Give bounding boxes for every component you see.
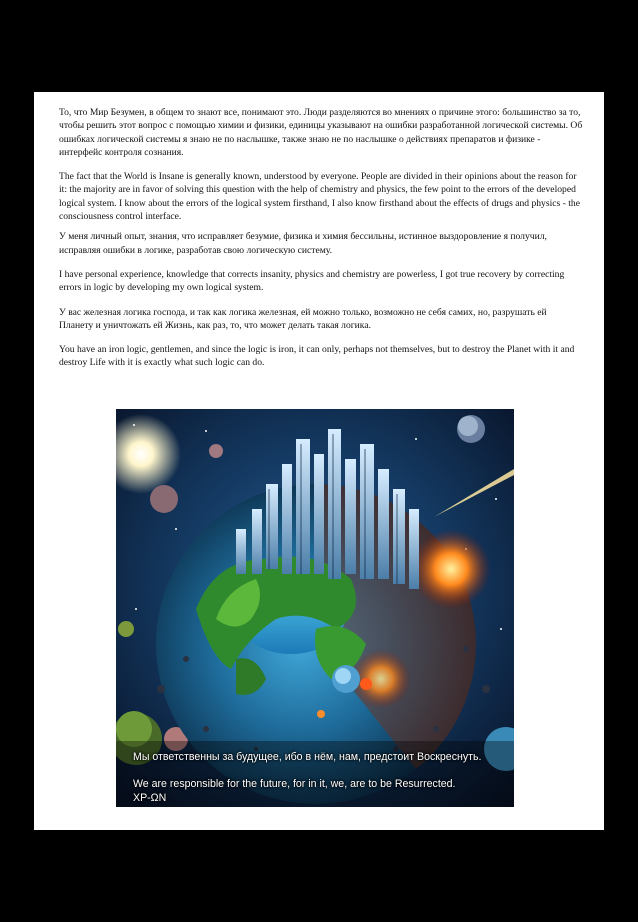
paragraph-en-2: I have personal experience, knowledge that corrects insanity, physics and chemistry are powerless, I got true recovery by correcting errors in logic by developing my own logical system. [59, 268, 565, 294]
caption-english: We are responsible for the future, for in it, we, are to be Resurrected. [133, 778, 456, 790]
document-page [34, 92, 604, 830]
paragraph-en-3: You have an iron logic, gentlemen, and since the logic is iron, it can only, perhaps not themselves, but to destroy the Planet with it and destroy Life with it is exactly what such logic can do. [59, 344, 575, 369]
caption-signature: XP-ΩN [133, 792, 167, 804]
paragraph-ru-3: У вас железная логика господа, и так как логика железная, ей можно только, возможно не себя самих, но, разрушать ей Планету и уничтожать ей Жизнь, как раз, то, что может делать такая логика. [59, 306, 547, 331]
text-block [59, 106, 583, 381]
cosmic-city-illustration [116, 409, 514, 807]
caption-russian: Мы ответственны за будущее, ибо в нём, нам, предстоит Воскреснуть. [133, 751, 482, 763]
paragraph-en-1: The fact that the World is Insane is generally known, understood by everyone. People are divided in their opinions about the reason for it: the majority are in favor of solving this question with the help of chemistry and physics, the few point to the errors of the developed logical system. I know about the errors of the logical system firsthand, I also know firsthand about the effects of drugs and physics - the consciousness control interface. [59, 171, 580, 223]
illustration-art [116, 409, 514, 807]
paragraph-ru-1: То, что Мир Безумен, в общем то знают все, понимают это. Люди разделяются во мнениях о причине этого: большинство за то, чтобы решить этот вопрос с помощью химии и физики, единицы указывают на ошибки разработанной логической системы. Об ошибках логической системы я знаю не по наслышке, также знаю не по наслышке о действиях препаратов и физике - интерфейс контроля сознания. [59, 107, 583, 158]
paragraph-ru-2: У меня личный опыт, знания, что исправляет безумие, физика и химия бессильны, истинное выздоровление я получил, исправляя ошибки в логике, разработав свою логическую систему. [59, 231, 547, 256]
